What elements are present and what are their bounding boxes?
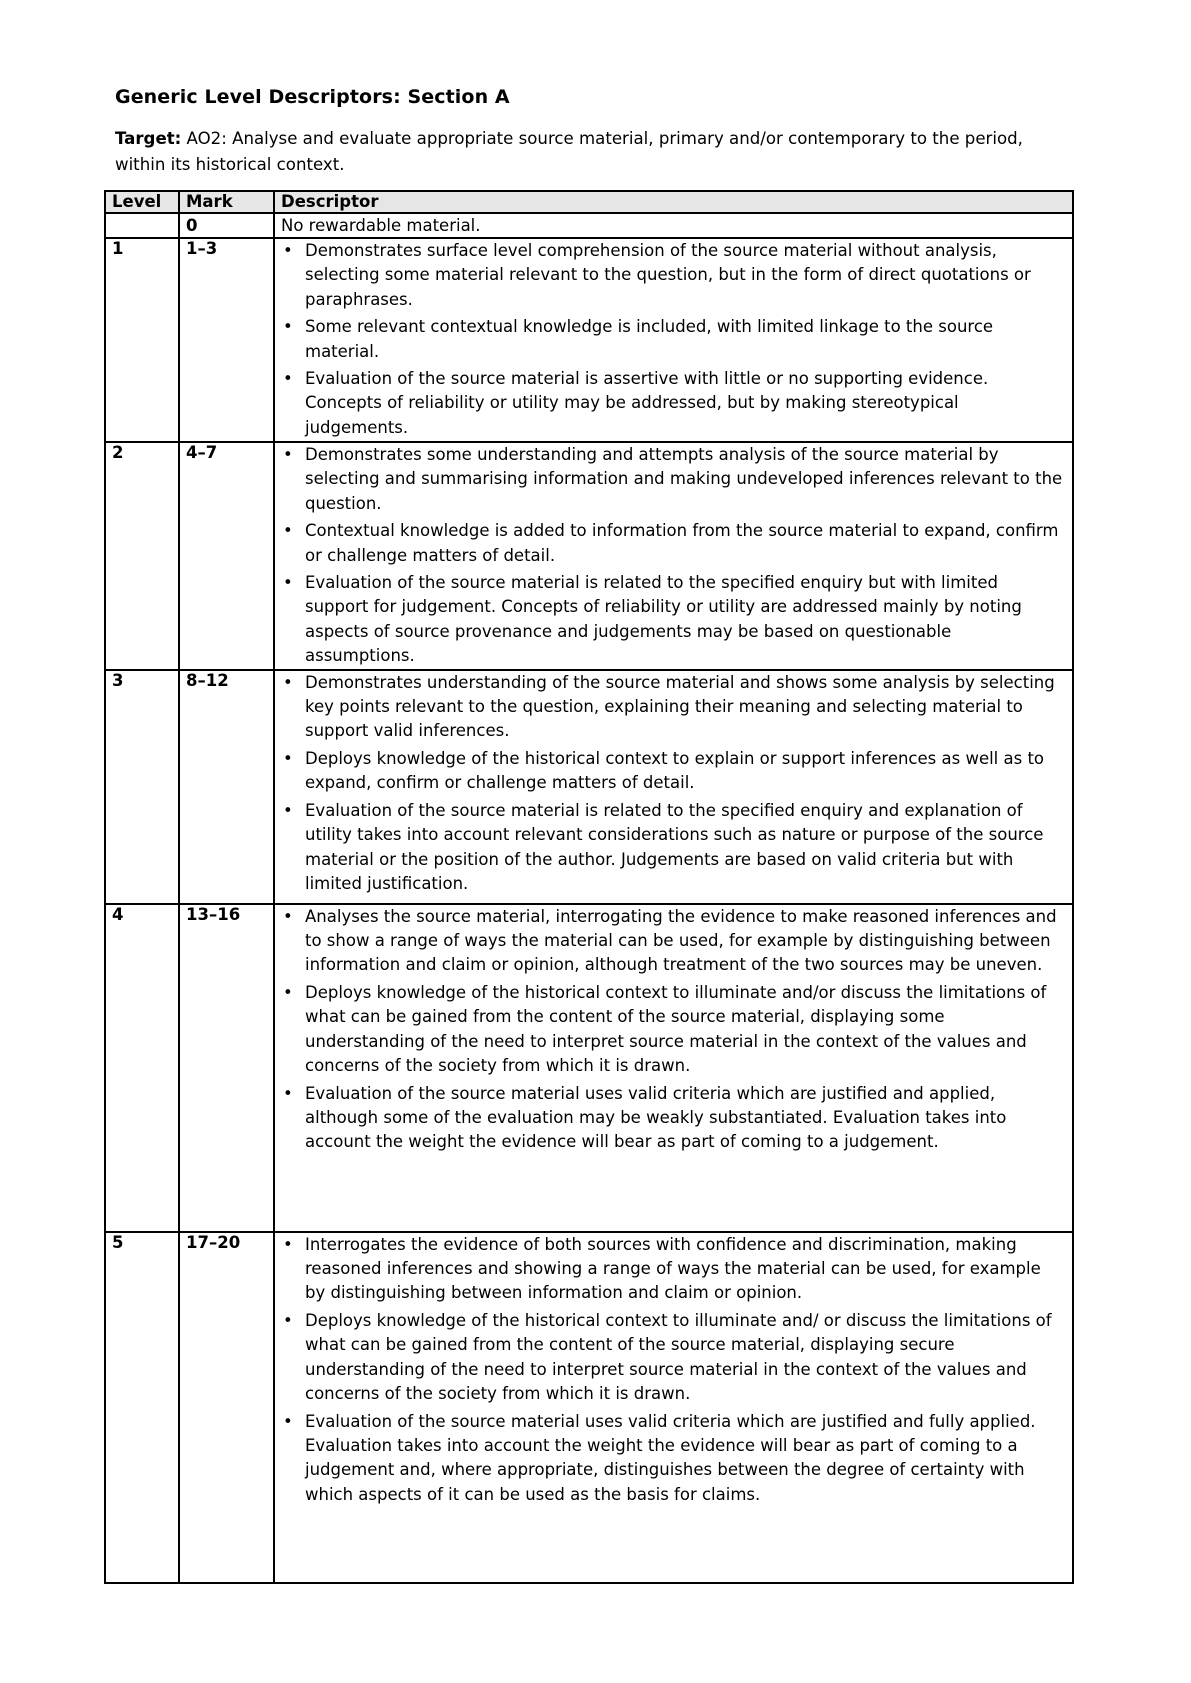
- page-title: Generic Level Descriptors: Section A: [115, 86, 510, 108]
- mark-cell: 8–12: [179, 670, 274, 904]
- header-descriptor: Descriptor: [274, 191, 1073, 213]
- descriptor-cell: [274, 904, 1073, 1232]
- bullet-text: Evaluation of the source material is assertive with little or no supporting evidence. Concepts of reliability or utility may be addressed, but by making stereotypical judgements.: [305, 369, 989, 437]
- list-item: [281, 1233, 1066, 1306]
- level-cell: 2: [105, 442, 179, 670]
- table-row: [105, 442, 1073, 670]
- table-row: [105, 238, 1073, 442]
- list-item: [281, 571, 1066, 669]
- level-cell: 4: [105, 904, 179, 1232]
- bullet-icon: •: [283, 317, 293, 337]
- list-item: [281, 239, 1066, 312]
- descriptor-bullets: [281, 671, 1066, 897]
- table-row: [105, 213, 1073, 238]
- bullet-icon: •: [283, 1234, 293, 1254]
- bullet-text: Contextual knowledge is added to information from the source material to expand, confirm or challenge matters of detail.: [305, 521, 1059, 565]
- descriptor-cell: [274, 1232, 1073, 1583]
- bullet-icon: •: [283, 445, 293, 464]
- bullet-icon: •: [283, 800, 293, 820]
- bullet-text: Demonstrates surface level comprehension of the source material without analysis, selecting some material relevant to the question, but in the form of direct quotations or paraphrases.: [305, 241, 1031, 309]
- mark-cell: 1–3: [179, 238, 274, 442]
- mark-cell: 13–16: [179, 904, 274, 1232]
- descriptor-cell: [274, 238, 1073, 442]
- header-level: Level: [105, 191, 179, 213]
- table-row: [105, 904, 1073, 1232]
- table-header-row: [105, 191, 1073, 213]
- mark-cell: 17–20: [179, 1232, 274, 1583]
- table-row: [105, 1232, 1073, 1583]
- bullet-icon: •: [283, 1411, 293, 1431]
- list-item: [281, 519, 1066, 568]
- bullet-icon: •: [283, 521, 293, 541]
- descriptor-bullets: [281, 239, 1066, 440]
- bullet-text: Some relevant contextual knowledge is included, with limited linkage to the source material.: [305, 317, 994, 361]
- list-item: [281, 367, 1066, 440]
- descriptor-cell: No rewardable material.: [274, 213, 1073, 238]
- bullet-text: Evaluation of the source material uses valid criteria which are justified and fully applied. Evaluation takes into account the weight the evidence will bear as part of coming to a judgement and, where appropriate, distinguishes between the degree of certainty with which aspects of it can be used as the basis for claims.: [305, 1411, 1036, 1504]
- bullet-text: Deploys knowledge of the historical context to illuminate and/or discuss the limitations of what can be gained from the content of the source material, displaying some understanding of the need to interpret source material in the context of the values and concerns of the society from which it is drawn.: [305, 982, 1047, 1076]
- bullet-text: Analyses the source material, interrogating the evidence to make reasoned inferences and to show a range of ways the material can be used, for example by distinguishing between information and claim or opinion, although treatment of the two sources may be uneven.: [305, 906, 1057, 975]
- mark-cell: 0: [179, 213, 274, 238]
- list-item: [281, 905, 1066, 978]
- list-item: [281, 799, 1066, 897]
- bullet-text: Evaluation of the source material uses valid criteria which are justified and applied, although some of the evaluation may be weakly substantiated. Evaluation takes into account the weight the evidence will bear as part of coming to a judgement.: [305, 1083, 1007, 1152]
- mark-cell: 4–7: [179, 442, 274, 670]
- descriptor-bullets: [281, 905, 1066, 1155]
- bullet-icon: •: [283, 672, 293, 692]
- list-item: [281, 981, 1066, 1079]
- bullet-icon: •: [283, 906, 293, 926]
- bullet-icon: •: [283, 573, 293, 593]
- level-cell: [105, 213, 179, 238]
- table-row: [105, 670, 1073, 904]
- target-label: Target:: [115, 129, 182, 148]
- bullet-icon: •: [283, 241, 293, 260]
- target-statement: [115, 126, 1055, 178]
- bullet-icon: •: [283, 1083, 293, 1103]
- level-cell: 3: [105, 670, 179, 904]
- list-item: [281, 443, 1066, 516]
- descriptor-bullets: [281, 1233, 1066, 1507]
- bullet-text: Evaluation of the source material is related to the specified enquiry but with limited support for judgement. Concepts of reliability or utility are addressed mainly by noting aspects of source provenance and judgements may be based on questionable assumptions.: [305, 573, 1022, 666]
- bullet-text: Demonstrates understanding of the source material and shows some analysis by selecting key points relevant to the question, explaining their meaning and selecting material to support valid inferences.: [305, 672, 1055, 741]
- bullet-text: Deploys knowledge of the historical context to illuminate and/ or discuss the limitations of what can be gained from the content of the source material, displaying secure understanding of the need to interpret source material in the context of the values and concerns of the society from which it is drawn.: [305, 1310, 1052, 1404]
- list-item: [281, 1309, 1066, 1407]
- list-item: [281, 1082, 1066, 1155]
- list-item: [281, 1410, 1066, 1508]
- bullet-text: Deploys knowledge of the historical context to explain or support inferences as well as to expand, confirm or challenge matters of detail.: [305, 748, 1045, 793]
- bullet-icon: •: [283, 369, 293, 389]
- descriptor-cell: [274, 670, 1073, 904]
- level-cell: 1: [105, 238, 179, 442]
- descriptor-cell: [274, 442, 1073, 670]
- level-descriptor-table: [104, 190, 1074, 1584]
- list-item: [281, 747, 1066, 796]
- target-text: AO2: Analyse and evaluate appropriate source material, primary and/or contemporary to the period, within its historical context.: [115, 129, 1023, 174]
- bullet-text: Interrogates the evidence of both sources with confidence and discrimination, making reasoned inferences and showing a range of ways the material can be used, for example by distinguishing between information and claim or opinion.: [305, 1234, 1041, 1303]
- header-mark: Mark: [179, 191, 274, 213]
- list-item: [281, 671, 1066, 744]
- descriptor-bullets: [281, 443, 1066, 669]
- bullet-icon: •: [283, 1310, 293, 1330]
- bullet-text: Evaluation of the source material is related to the specified enquiry and explanation of utility takes into account relevant considerations such as nature or purpose of the source material or the position of the author. Judgements are based on valid criteria but with limited justification.: [305, 800, 1044, 893]
- bullet-text: Demonstrates some understanding and attempts analysis of the source material by selecting and summarising information and making undeveloped inferences relevant to the question.: [305, 445, 1063, 513]
- list-item: [281, 315, 1066, 364]
- bullet-icon: •: [283, 982, 293, 1002]
- bullet-icon: •: [283, 748, 293, 768]
- level-cell: 5: [105, 1232, 179, 1583]
